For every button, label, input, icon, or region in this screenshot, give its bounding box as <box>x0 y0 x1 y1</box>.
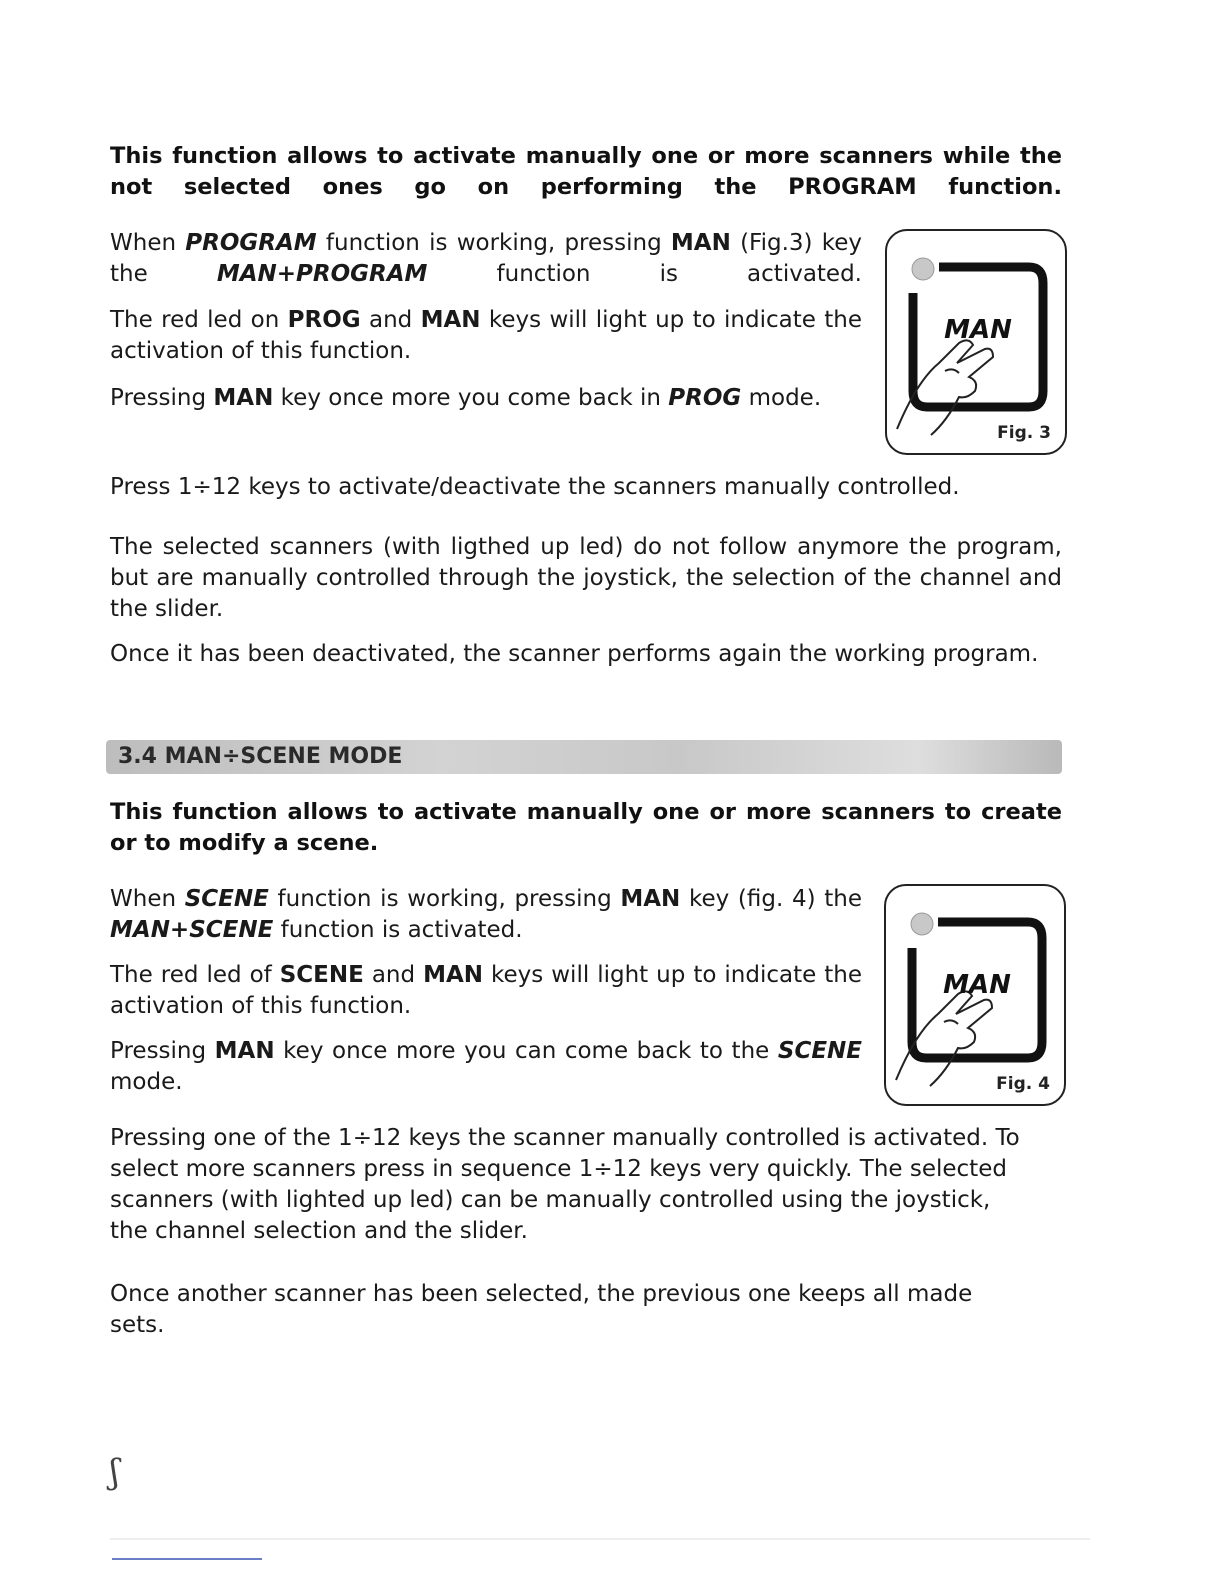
figure-caption: Fig. 3 <box>997 423 1051 443</box>
program-paragraph-1: When PROGRAM function is working, pressing MAN (Fig.3) key the MAN+PROGRAM function is activated. <box>110 230 863 287</box>
scene-paragraph-1: When SCENE function is working, pressing MAN key (fig. 4) the MAN+SCENE function is activated. <box>110 886 863 943</box>
scene-paragraph-3: Pressing MAN key once more you can come back to the SCENE mode. <box>110 1038 862 1095</box>
section-heading: 3.4 MAN÷SCENE MODE <box>118 744 403 769</box>
intro-program: This function allows to activate manually one or more scanners while the not selected ones go on performing the PROGRAM function. <box>110 143 1062 200</box>
program-paragraph-6: Once it has been deactivated, the scanner performs again the working program. <box>110 641 1039 667</box>
scene-paragraph-2: The red led of SCENE and MAN keys will light up to indicate the activation of this function. <box>110 962 862 1019</box>
page-mark: ʃ <box>110 1452 120 1492</box>
program-paragraph-3: Pressing MAN key once more you come back in PROG mode. <box>110 385 822 411</box>
footer-divider <box>110 1538 1090 1540</box>
man-key-label: MAN <box>944 315 1012 345</box>
man-key-label: MAN <box>943 970 1011 1000</box>
program-paragraph-4: Press 1÷12 keys to activate/deactivate the scanners manually controlled. <box>110 474 960 500</box>
section-heading-bar <box>106 740 1062 774</box>
scene-paragraph-5: Once another scanner has been selected, the previous one keeps all made sets. <box>110 1281 973 1338</box>
intro-scene: This function allows to activate manually one or more scanners to create or to modify a scene. <box>110 799 1062 856</box>
scene-paragraph-4: Pressing one of the 1÷12 keys the scanner manually controlled is activated. To select more scanners press in sequence 1÷12 keys very quickly. The selected scanners (with lighted up led) can be manually controlled using the joystick, the channel selection and the slider. <box>110 1125 1020 1244</box>
program-paragraph-5: The selected scanners (with ligthed up led) do not follow anymore the program, but are manually controlled through the joystick, the selection of the channel and the slider. <box>110 534 1062 622</box>
footer-accent-line <box>112 1558 262 1560</box>
figure-3-man-key <box>885 229 1067 455</box>
program-paragraph-2: The red led on PROG and MAN keys will light up to indicate the activation of this function. <box>110 307 862 364</box>
figure-4-man-key <box>884 884 1066 1106</box>
figure-caption: Fig. 4 <box>996 1074 1050 1094</box>
